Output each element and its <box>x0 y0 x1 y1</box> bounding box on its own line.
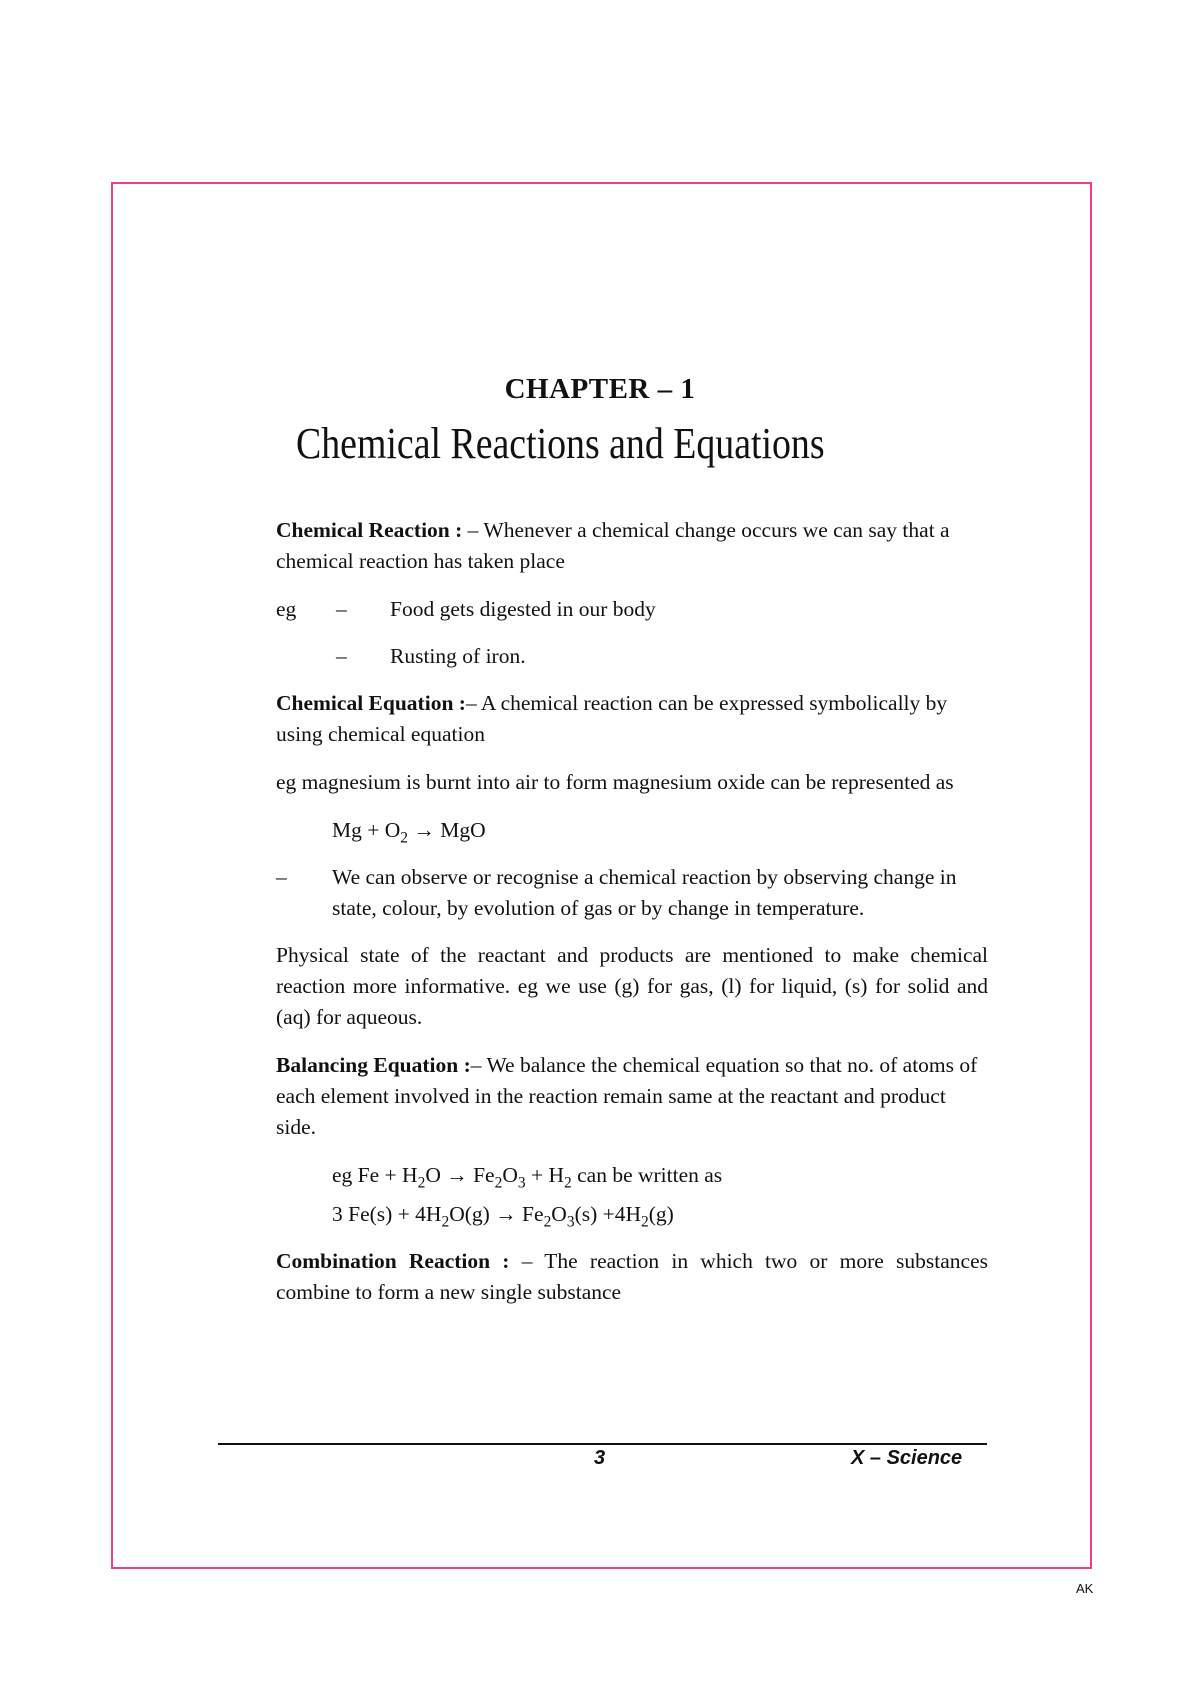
corner-mark: AK <box>1076 1581 1094 1596</box>
physical-state-paragraph: Physical state of the reactant and products are mentioned to make chemical reaction more informative. eg we use (g) for gas, (l) for liquid, (s) for solid and (aq) for aqueous. <box>276 943 988 1029</box>
chemical-reaction-definition: – Whenever a chemical change occurs we can say that a chemical reaction has taken place <box>276 518 950 573</box>
eg-label: eg <box>276 597 297 621</box>
observation-text: We can observe or recognise a chemical reaction by observing change in state, colour, by evolution of gas or by change in temperature. <box>332 865 957 920</box>
example-item: Rusting of iron. <box>390 644 526 668</box>
chemical-reaction-term: Chemical Reaction : <box>276 518 468 542</box>
bullet-dash: – <box>276 865 287 889</box>
balancing-paragraph <box>276 1050 988 1143</box>
chemical-equation-paragraph <box>276 688 988 750</box>
balancing-definition: – We balance the chemical equation so that no. of atoms of each element involved in the reaction remain same at the reactant and product side. <box>276 1053 978 1139</box>
magnesium-equation: $Mg + O_2$ → MgO <box>332 818 486 847</box>
page-number: 3 <box>594 1447 606 1469</box>
content-body <box>276 515 988 1325</box>
chapter-title: Chemical Reactions and Equations <box>296 419 825 468</box>
combination-paragraph <box>276 1246 988 1308</box>
observation-bullet <box>276 862 988 924</box>
example-item: Food gets digested in our body <box>390 597 656 621</box>
balanced-iron-equation: 3 $Fe(s) + 4H_2O(g) \to Fe_2O_3(s) +4H_2(g)$ <box>332 1202 674 1231</box>
combination-term: Combination Reaction : <box>276 1249 510 1273</box>
magnesium-example-text: eg magnesium is burnt into air to form magnesium oxide can be represented as <box>276 770 954 794</box>
chemical-equation-term: Chemical Equation : <box>276 691 466 715</box>
footer-rule <box>218 1443 987 1445</box>
example-dash: – <box>336 597 347 621</box>
iron-equation: eg $Fe + H_2O \to Fe_2O_3 + H_2$ can be written as <box>332 1163 723 1192</box>
balancing-term: Balancing Equation : <box>276 1053 471 1077</box>
combination-definition: – The reaction in which two or more substances combine to form a new single substance <box>276 1249 989 1304</box>
chapter-heading: CHAPTER – 1 <box>504 373 696 405</box>
example-row <box>276 641 988 672</box>
example-row <box>276 594 988 625</box>
chemical-reaction-paragraph <box>276 515 988 577</box>
chemical-equation-definition: – A chemical reaction can be expressed symbolically by using chemical equation <box>276 691 948 746</box>
footer-subject: X – Science <box>851 1447 963 1469</box>
example-dash: – <box>336 644 347 668</box>
